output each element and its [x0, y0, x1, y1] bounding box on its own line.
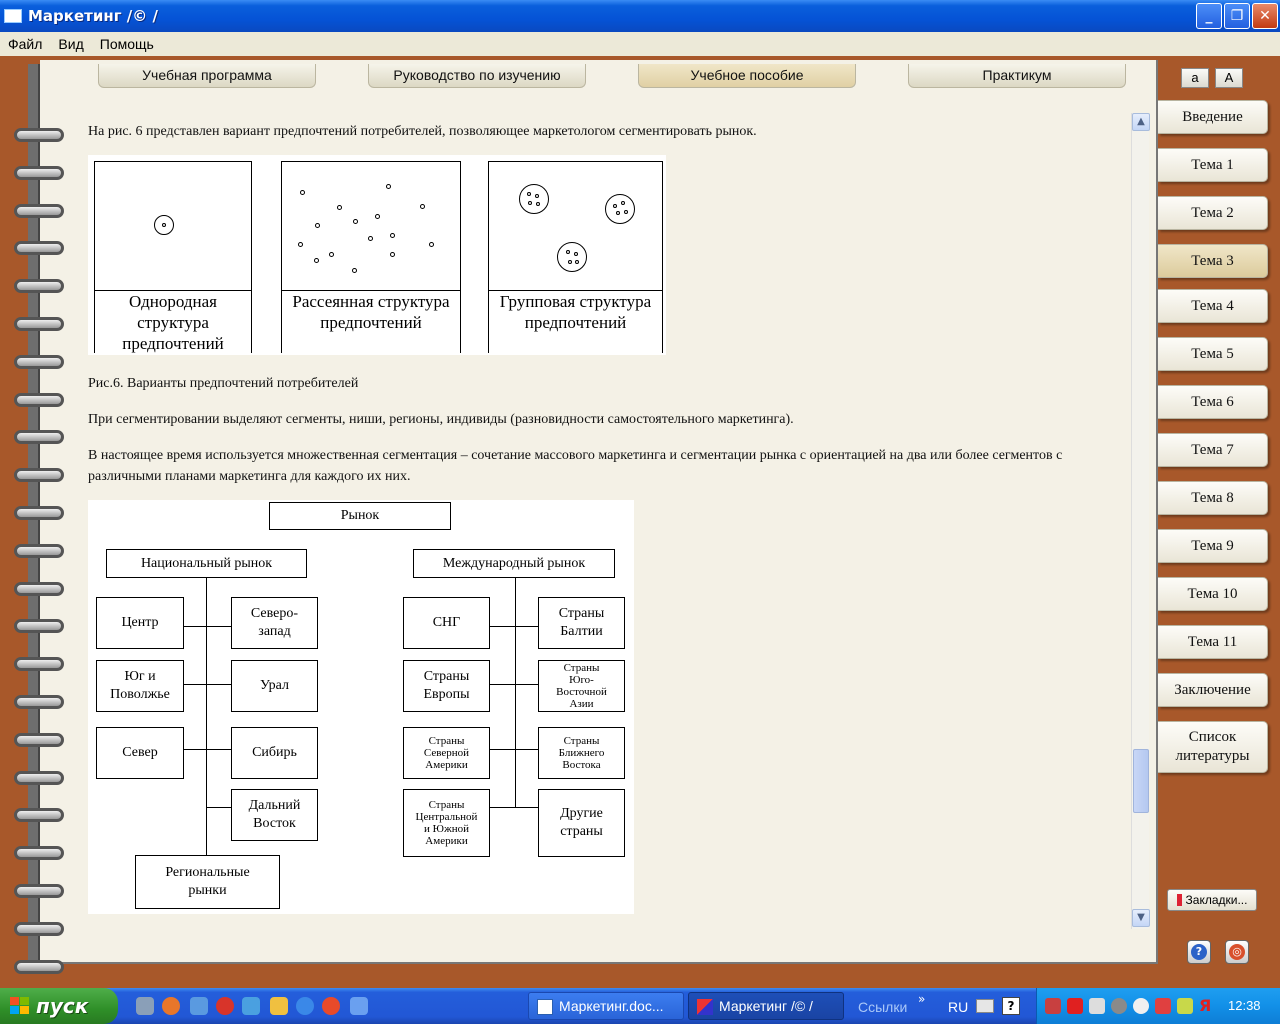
preference-point — [621, 201, 625, 205]
help-button[interactable] — [1187, 940, 1211, 964]
market-root: Рынок — [269, 502, 451, 530]
spiral-ring — [14, 884, 64, 898]
maximize-button[interactable]: ❐ — [1224, 3, 1250, 29]
spiral-ring — [14, 128, 64, 142]
menu-help[interactable]: Помощь — [99, 36, 154, 52]
preference-point — [566, 250, 570, 254]
quicklaunch-network-icon[interactable] — [136, 997, 154, 1015]
preference-point — [353, 219, 358, 224]
nav-item-12[interactable]: Тема 11 — [1158, 625, 1268, 659]
spiral-ring — [14, 544, 64, 558]
nav-item-4[interactable]: Тема 3 — [1158, 244, 1268, 278]
nav-item-5[interactable]: Тема 4 — [1158, 289, 1268, 323]
font-smaller-button[interactable]: a — [1181, 68, 1209, 88]
clock: 12:38 — [1228, 998, 1261, 1013]
app-icon — [4, 9, 22, 23]
international-trunk-line — [515, 578, 516, 808]
quicklaunch-ie-icon[interactable] — [296, 997, 314, 1015]
diffuse-panel — [281, 161, 461, 291]
spiral-ring — [14, 733, 64, 747]
connector-line — [184, 749, 231, 750]
region-other-countries: Другие страны — [538, 789, 625, 857]
preference-point — [162, 223, 166, 227]
nav-item-9[interactable]: Тема 8 — [1158, 481, 1268, 515]
close-button[interactable]: ✕ — [1252, 3, 1278, 29]
region-middle-east: Страны Ближнего Востока — [538, 727, 625, 779]
spiral-ring — [14, 355, 64, 369]
preference-point — [616, 211, 620, 215]
spiral-ring — [14, 582, 64, 596]
preference-point — [337, 205, 342, 210]
spiral-ring — [14, 204, 64, 218]
paragraph-2: При сегментировании выделяют сегменты, ниши, регионы, индивиды (разновидности самостоятельного маркетинга). — [88, 412, 794, 427]
preference-point — [574, 252, 578, 256]
clustered-panel — [488, 161, 663, 291]
spiral-ring — [14, 808, 64, 822]
title-bar — [0, 0, 1280, 32]
quicklaunch-opera-icon[interactable] — [216, 997, 234, 1015]
paragraph-1: На рис. 6 представлен вариант предпочтений потребителей, позволяющее маркетологом сегментировать рынок. — [88, 124, 757, 139]
menu-file[interactable]: Файл — [8, 36, 43, 52]
preference-point — [298, 242, 303, 247]
minimize-button[interactable]: _ — [1196, 3, 1222, 29]
preference-point — [536, 202, 540, 206]
connector-line — [490, 684, 538, 685]
preference-point — [420, 204, 425, 209]
help-icon: ? — [1191, 944, 1207, 960]
nav-item-8[interactable]: Тема 7 — [1158, 433, 1268, 467]
scroll-up-button[interactable]: ▲ — [1132, 113, 1150, 131]
caption-clustered: Групповая структура предпочтений — [488, 289, 663, 353]
preference-point — [429, 242, 434, 247]
start-button[interactable] — [0, 988, 118, 1024]
national-trunk-line — [206, 578, 207, 856]
regional-markets: Региональные рынки — [135, 855, 280, 909]
links-toolbar[interactable]: Ссылки — [858, 999, 908, 1015]
quicklaunch-messenger-icon[interactable] — [190, 997, 208, 1015]
power-icon: ◎ — [1229, 944, 1245, 960]
connector-line — [490, 749, 538, 750]
scroll-down-button[interactable]: ▼ — [1132, 909, 1150, 927]
homogeneous-panel — [94, 161, 252, 291]
preference-point — [575, 260, 579, 264]
preference-point — [314, 258, 319, 263]
preference-point — [375, 214, 380, 219]
connector-line — [184, 684, 231, 685]
nav-item-3[interactable]: Тема 2 — [1158, 196, 1268, 230]
tray-antivirus-icon[interactable] — [1067, 998, 1083, 1014]
tab-curriculum[interactable]: Учебная программа — [98, 64, 316, 88]
menu-view[interactable]: Вид — [58, 36, 84, 52]
scroll-thumb[interactable] — [1133, 749, 1149, 813]
spiral-ring — [14, 922, 64, 936]
preference-point — [368, 236, 373, 241]
figure-6 — [88, 155, 666, 355]
market-diagram — [88, 500, 634, 914]
vertical-scrollbar[interactable] — [1131, 113, 1149, 929]
nav-item-14[interactable]: Список литературы — [1158, 721, 1268, 773]
preference-point — [315, 223, 320, 228]
preference-point — [527, 192, 531, 196]
paragraph-3: В настоящее время используется множественная сегментация – сочетание массового маркетинга и сегментации рынка с ориентацией на два или более сегментов с различными планами маркетинга для каждого их них. — [88, 448, 1063, 484]
spiral-ring — [14, 468, 64, 482]
spiral-ring — [14, 619, 64, 633]
region-central-south-america: Страны Центральной и Южной Америки — [403, 789, 490, 857]
preference-point — [613, 204, 617, 208]
preference-cluster — [557, 242, 587, 272]
caption-homogeneous: Однородная структура предпочтений — [94, 289, 252, 353]
tray-security-icon[interactable] — [1155, 998, 1171, 1014]
region-northwest: Северо- запад — [231, 597, 318, 649]
region-baltic: Страны Балтии — [538, 597, 625, 649]
tab-textbook[interactable]: Учебное пособие — [638, 64, 856, 88]
preference-cluster — [605, 194, 635, 224]
app-icon — [697, 999, 713, 1015]
tray-network-icon[interactable] — [1045, 998, 1061, 1014]
preference-point — [329, 252, 334, 257]
bookmarks-button[interactable] — [1167, 889, 1257, 911]
task-word-document[interactable] — [528, 992, 684, 1020]
window-title: Маркетинг /© / — [28, 7, 158, 25]
region-europe: Страны Европы — [403, 660, 490, 712]
nav-item-2[interactable]: Тема 1 — [1158, 148, 1268, 182]
spiral-ring — [14, 506, 64, 520]
task-word-label: Маркетинг.doc... — [559, 998, 664, 1014]
international-market: Международный рынок — [413, 549, 615, 578]
start-label: пуск — [36, 994, 89, 1018]
preference-point — [390, 233, 395, 238]
region-south-volga: Юг и Поволжье — [96, 660, 184, 712]
region-siberia: Сибирь — [231, 727, 318, 779]
region-far-east: Дальний Восток — [231, 789, 318, 841]
bookmark-icon — [1177, 894, 1182, 906]
quicklaunch-desktop-icon[interactable] — [350, 997, 368, 1015]
preference-point — [352, 268, 357, 273]
exit-button[interactable] — [1225, 940, 1249, 964]
region-center: Центр — [96, 597, 184, 649]
figure-6-caption: Рис.6. Варианты предпочтений потребителей — [88, 376, 359, 391]
preference-point — [390, 252, 395, 257]
preference-cluster — [519, 184, 549, 214]
preference-point — [535, 194, 539, 198]
spiral-ring — [14, 393, 64, 407]
region-southeast-asia: Страны Юго-Восточной Азии — [538, 660, 625, 712]
taskbar — [0, 988, 1280, 1024]
preference-point — [528, 201, 532, 205]
region-north-america: Страны Северной Америки — [403, 727, 490, 779]
spiral-ring — [14, 166, 64, 180]
spiral-ring — [14, 846, 64, 860]
spiral-ring — [14, 960, 64, 974]
connector-line — [490, 626, 538, 627]
menu-bar — [0, 32, 1280, 56]
tray-volume-icon[interactable] — [1089, 998, 1105, 1014]
connector-line — [490, 807, 538, 808]
tray-yandex-icon[interactable]: Я — [1199, 996, 1212, 1015]
task-marketing-app[interactable] — [688, 992, 844, 1020]
national-market: Национальный рынок — [106, 549, 307, 578]
tab-practicum[interactable]: Практикум — [908, 64, 1126, 88]
section-tabs — [96, 64, 1136, 90]
bookmarks-label: Закладки... — [1185, 893, 1248, 907]
quicklaunch-firefox-icon[interactable] — [162, 997, 180, 1015]
spiral-ring — [14, 771, 64, 785]
chevron-right-icon[interactable]: » — [918, 992, 926, 1006]
preference-point — [568, 260, 572, 264]
language-indicator[interactable]: RU — [948, 999, 969, 1015]
nav-item-7[interactable]: Тема 6 — [1158, 385, 1268, 419]
spiral-ring — [14, 430, 64, 444]
font-larger-button[interactable]: A — [1215, 68, 1243, 88]
tray-settings-icon[interactable] — [1133, 998, 1149, 1014]
word-icon — [537, 999, 553, 1015]
spiral-ring — [14, 279, 64, 293]
connector-line — [206, 807, 231, 808]
spiral-ring — [14, 695, 64, 709]
quicklaunch-winamp-icon[interactable] — [270, 997, 288, 1015]
connector-line — [184, 626, 231, 627]
spiral-ring — [14, 241, 64, 255]
region-ural: Урал — [231, 660, 318, 712]
quicklaunch-chrome-icon[interactable] — [322, 997, 340, 1015]
task-app-label: Маркетинг /© / — [719, 998, 813, 1014]
nav-item-1[interactable]: Введение — [1158, 100, 1268, 134]
tab-study-guide[interactable]: Руководство по изучению — [368, 64, 586, 88]
help-question-icon[interactable]: ? — [1002, 997, 1020, 1015]
windows-logo-icon — [10, 997, 30, 1015]
spiral-ring — [14, 317, 64, 331]
preference-point — [300, 190, 305, 195]
quicklaunch-app-icon[interactable] — [242, 997, 260, 1015]
nav-item-13[interactable]: Заключение — [1158, 673, 1268, 707]
region-north: Север — [96, 727, 184, 779]
preference-point — [624, 210, 628, 214]
keyboard-icon[interactable] — [976, 999, 994, 1013]
spiral-ring — [14, 657, 64, 671]
tray-app-icon[interactable] — [1111, 998, 1127, 1014]
tray-mail-icon[interactable] — [1177, 998, 1193, 1014]
region-cis: СНГ — [403, 597, 490, 649]
caption-diffuse: Рассеянная структура предпочтений — [281, 289, 461, 353]
nav-item-10[interactable]: Тема 9 — [1158, 529, 1268, 563]
nav-item-11[interactable]: Тема 10 — [1158, 577, 1268, 611]
nav-item-6[interactable]: Тема 5 — [1158, 337, 1268, 371]
preference-point — [386, 184, 391, 189]
